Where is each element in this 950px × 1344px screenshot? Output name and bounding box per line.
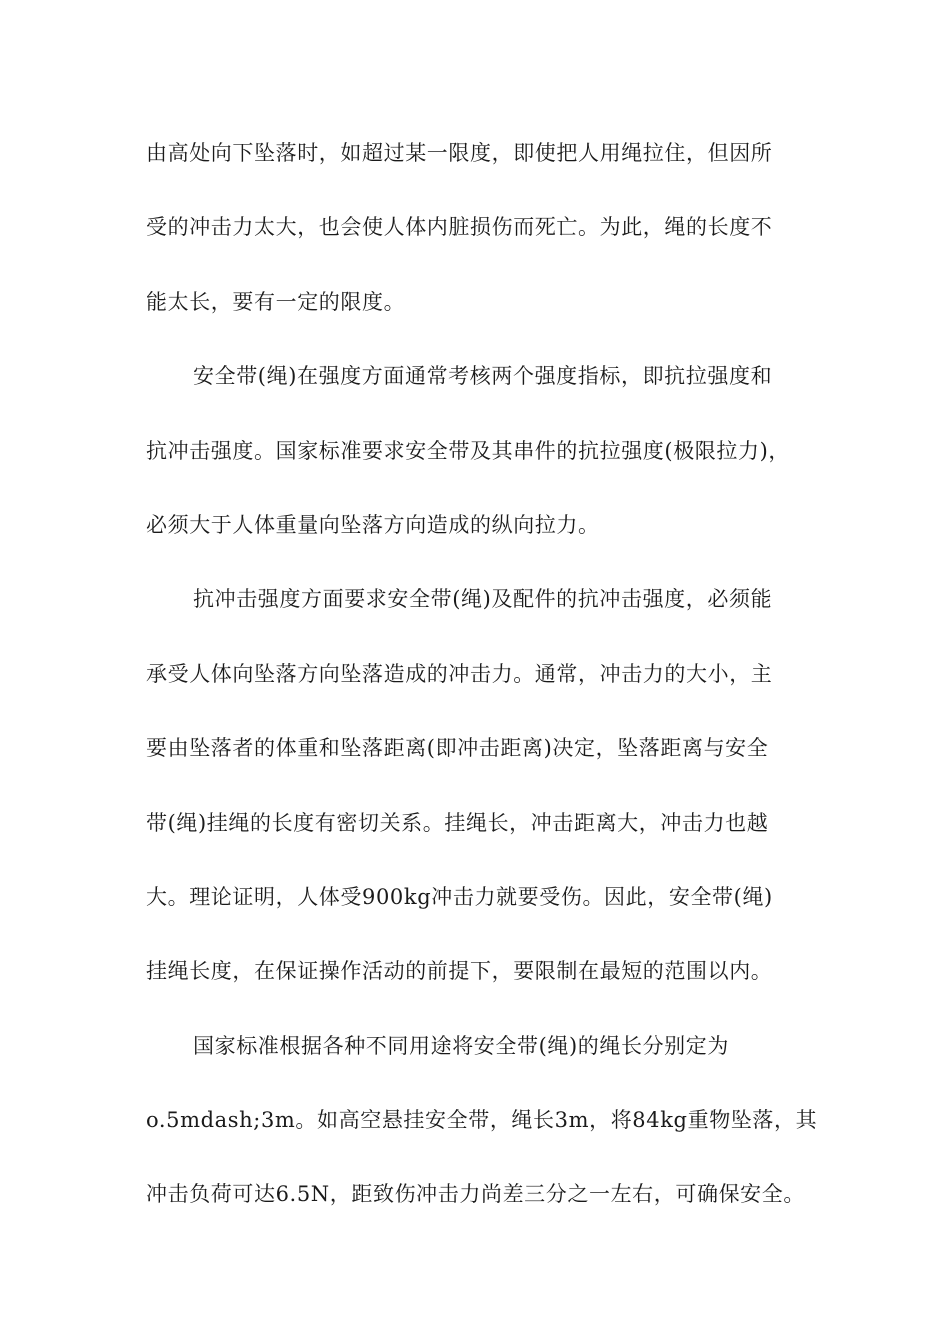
text-line-7: 抗冲击强度方面要求安全带(绳)及配件的抗冲击强度，必须能 [193, 587, 773, 612]
text-line-3: 能太长，要有一定的限度。 [146, 289, 406, 314]
text-line-2: 受的冲击力太大，也会使人体内脏损伤而死亡。为此，绳的长度不 [146, 215, 773, 240]
text-line-14: o.5mdash;3m。如高空悬挂安全带，绳长3m，将84kg重物坠落，其 [146, 1108, 818, 1133]
text-line-5: 抗冲击强度。国家标准要求安全带及其串件的抗拉强度(极限拉力)， [146, 438, 790, 463]
text-line-12: 挂绳长度，在保证操作活动的前提下，要限制在最短的范围以内。 [146, 959, 773, 984]
text-line-8: 承受人体向坠落方向坠落造成的冲击力。通常，冲击力的大小，主 [146, 661, 773, 686]
text-line-11: 大。理论证明，人体受900kg冲击力就要受伤。因此，安全带(绳) [146, 884, 773, 909]
text-line-13: 国家标准根据各种不同用途将安全带(绳)的绳长分别定为 [193, 1033, 729, 1058]
text-line-9: 要由坠落者的体重和坠落距离(即冲击距离)决定，坠落距离与安全 [146, 736, 769, 761]
text-line-10: 带(绳)挂绳的长度有密切关系。挂绳长，冲击距离大，冲击力也越 [146, 810, 769, 835]
document-body [146, 133, 818, 1249]
text-line-1: 由高处向下坠落时，如超过某一限度，即使把人用绳拉住，但因所 [146, 141, 773, 165]
text-line-15: 冲击负荷可达6.5N，距致伤冲击力尚差三分之一左右，可确保安全。 [146, 1182, 805, 1207]
text-line-4: 安全带(绳)在强度方面通常考核两个强度指标，即抗拉强度和 [193, 364, 773, 389]
text-line-6: 必须大于人体重量向坠落方向造成的纵向拉力。 [146, 512, 600, 537]
